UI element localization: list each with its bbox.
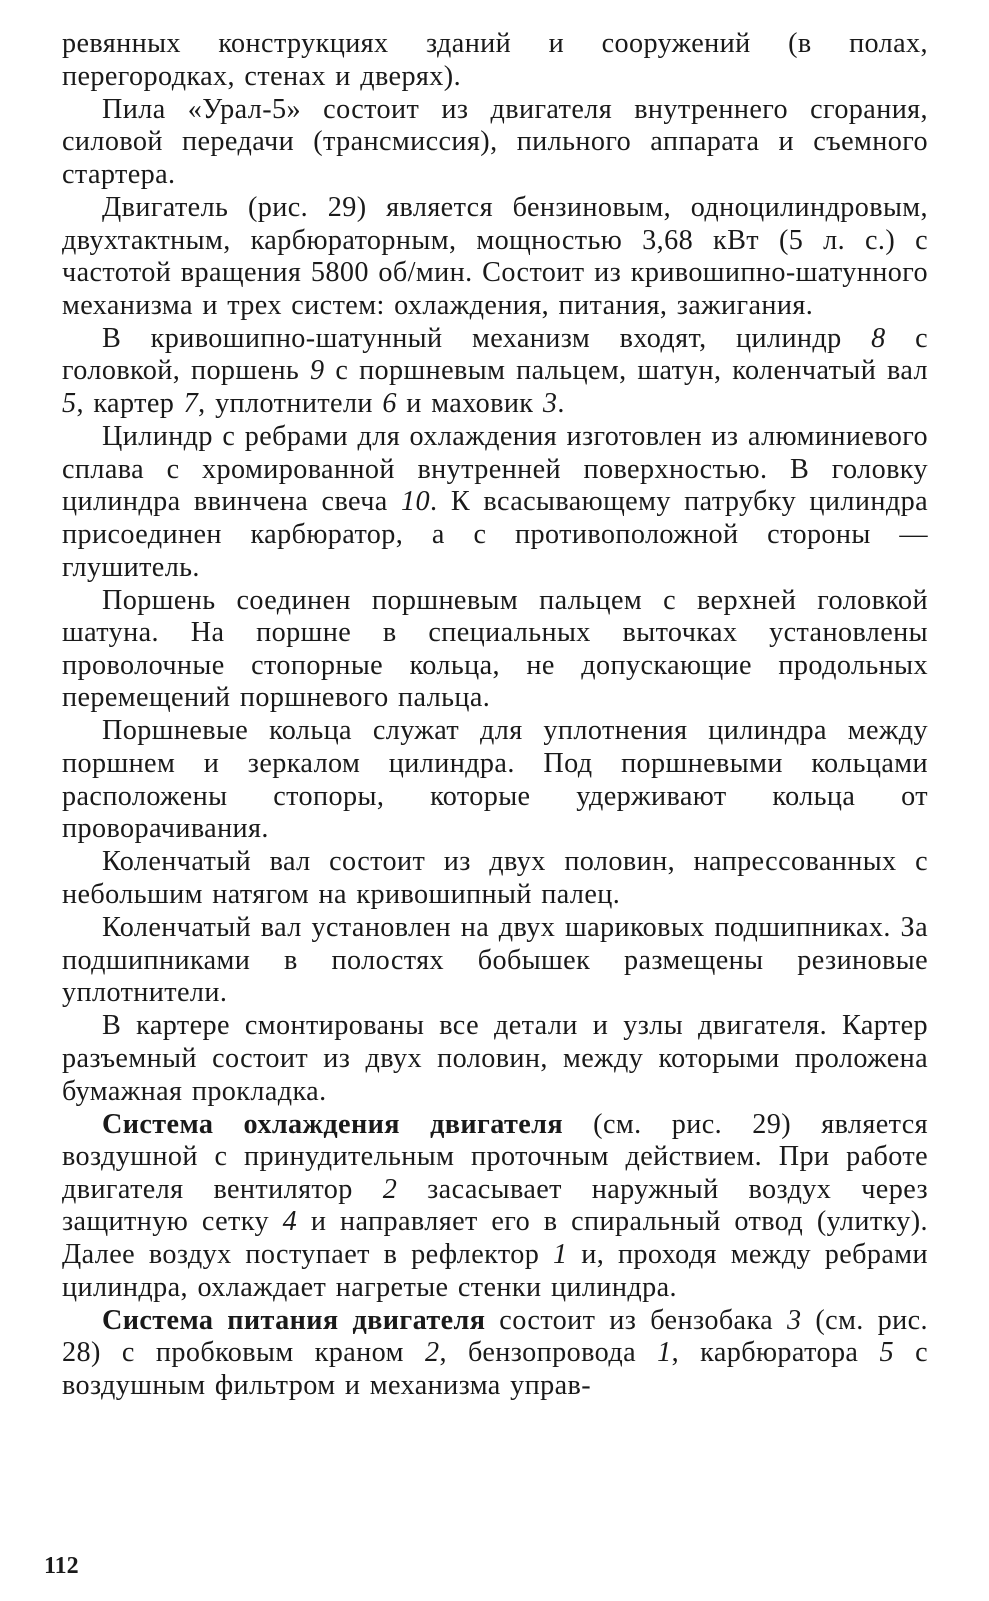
figure-ref-number: 3 bbox=[786, 1304, 802, 1336]
figure-ref-number: 1 bbox=[552, 1238, 568, 1270]
text-run: с головкой, поршень bbox=[62, 322, 929, 387]
text-run: и маховик bbox=[396, 388, 543, 420]
bold-run: Система питания двигателя bbox=[102, 1304, 486, 1336]
paragraph-continuation bbox=[62, 28, 928, 93]
text-run: (см. рис. 29) является воздушной с принудительным проточным действием. При работе двигателя вентилятор bbox=[62, 1108, 928, 1205]
figure-ref-number: 8 bbox=[871, 322, 886, 354]
text-run: Цилиндр с ребрами для охлаждения изготовлен из алюминиевого сплава с хромированной внутренней поверхностью. В головку цилиндра ввинчена свеча bbox=[62, 421, 928, 518]
text-run: В картере смонтированы все детали и узлы двигателя. Картер разъемный состоит из двух половин, между которыми проложена бумажная прокладка. bbox=[62, 1010, 928, 1107]
text-run: Двигатель (рис. 29) является бензиновым, одноцилиндровым, двухтактным, карбюраторным, мощностью 3,68 кВт (5 л. с.) с частотой вращения 5800 об/мин. Состоит из кривошипно-шатунного механизма и трех систем: охлаждения, питания, зажигания. bbox=[62, 191, 928, 321]
text-run: Поршень соединен поршневым пальцем с верхней головкой шатуна. На поршне в специальных выточках установлены проволочные стопорные кольца, не допускающие продольных перемещений поршневого пальца. bbox=[62, 584, 928, 714]
paragraph-ural-5-composition bbox=[62, 94, 928, 192]
text-run: . К всасывающему патрубку цилиндра присоединен карбюратор, а с противоположной стороны — глушитель. bbox=[62, 486, 928, 583]
text-run: засасывает наружный воздух через защитную сетку bbox=[62, 1173, 928, 1238]
paragraph-cooling-system bbox=[62, 1109, 928, 1305]
paragraph-crank-mechanism bbox=[62, 323, 928, 421]
text-run: с воздушным фильтром и механизма управ- bbox=[62, 1337, 928, 1401]
text-run: , карбюратора bbox=[671, 1337, 880, 1369]
figure-ref-number: 3 bbox=[542, 388, 558, 420]
text-run: , уплотнители bbox=[198, 388, 383, 420]
text-run: Коленчатый вал состоит из двух половин, напрессованных с небольшим натягом на кривошипный палец. bbox=[62, 846, 928, 910]
text-run: Пила «Урал-5» состоит из двигателя внутреннего сгорания, силовой передачи (трансмиссия), пильного аппарата и съемного стартера. bbox=[62, 93, 928, 190]
figure-ref-number: 6 bbox=[382, 388, 397, 420]
figure-ref-number: 4 bbox=[282, 1206, 298, 1238]
paragraph-piston-rings bbox=[62, 715, 928, 845]
figure-ref-number: 2 bbox=[382, 1173, 398, 1205]
text-flow bbox=[62, 28, 928, 1402]
page-number: 112 bbox=[44, 1553, 79, 1579]
bold-run: Система охлаждения двигателя bbox=[102, 1108, 563, 1140]
text-run: ревянных конструкциях зданий и сооружений (в полах, перегородках, стенах и дверях). bbox=[62, 28, 928, 92]
paragraph-crankshaft-bearings bbox=[62, 912, 928, 1010]
paragraph-engine-description bbox=[62, 192, 928, 322]
figure-ref-number: 5 bbox=[879, 1337, 894, 1369]
page-body bbox=[62, 28, 928, 1402]
text-run: и направляет его в спиральный отвод (улитку). Далее воздух поступает в рефлектор bbox=[62, 1206, 928, 1270]
paragraph-crankshaft-halves bbox=[62, 846, 928, 911]
figure-ref-number: 7 bbox=[183, 388, 199, 420]
text-run: Коленчатый вал установлен на двух шариковых подшипниках. За подшипниками в полостях бобышек размещены резиновые уплотнители. bbox=[62, 912, 928, 1009]
text-run: и, проходя между ребрами цилиндра, охлаждает нагретые стенки цилиндра. bbox=[62, 1238, 928, 1303]
text-run: , картер bbox=[76, 388, 184, 420]
text-run: , бензопровода bbox=[439, 1337, 658, 1369]
figure-ref-number: 1 bbox=[657, 1337, 672, 1369]
figure-ref-number: 2 bbox=[424, 1337, 440, 1369]
text-run: (см. рис. 28) с пробковым краном bbox=[62, 1304, 928, 1369]
paragraph-piston bbox=[62, 585, 928, 715]
figure-ref-number: 10 bbox=[401, 486, 431, 518]
text-run: Поршневые кольца служат для уплотнения цилиндра между поршнем и зеркалом цилиндра. Под поршневыми кольцами расположены стопоры, которые удерживают кольца от проворачивания. bbox=[62, 715, 928, 845]
text-run: . bbox=[557, 388, 565, 420]
figure-ref-number: 5 bbox=[62, 388, 77, 420]
paragraph-cylinder bbox=[62, 421, 928, 584]
paragraph-fuel-system bbox=[62, 1305, 928, 1403]
text-run: состоит из бензобака bbox=[485, 1304, 787, 1336]
text-run: В кривошипно-шатунный механизм входят, цилиндр bbox=[102, 322, 872, 354]
text-run: с поршневым пальцем, шатун, коленчатый вал bbox=[324, 355, 929, 387]
paragraph-crankcase bbox=[62, 1010, 928, 1108]
figure-ref-number: 9 bbox=[310, 355, 325, 387]
